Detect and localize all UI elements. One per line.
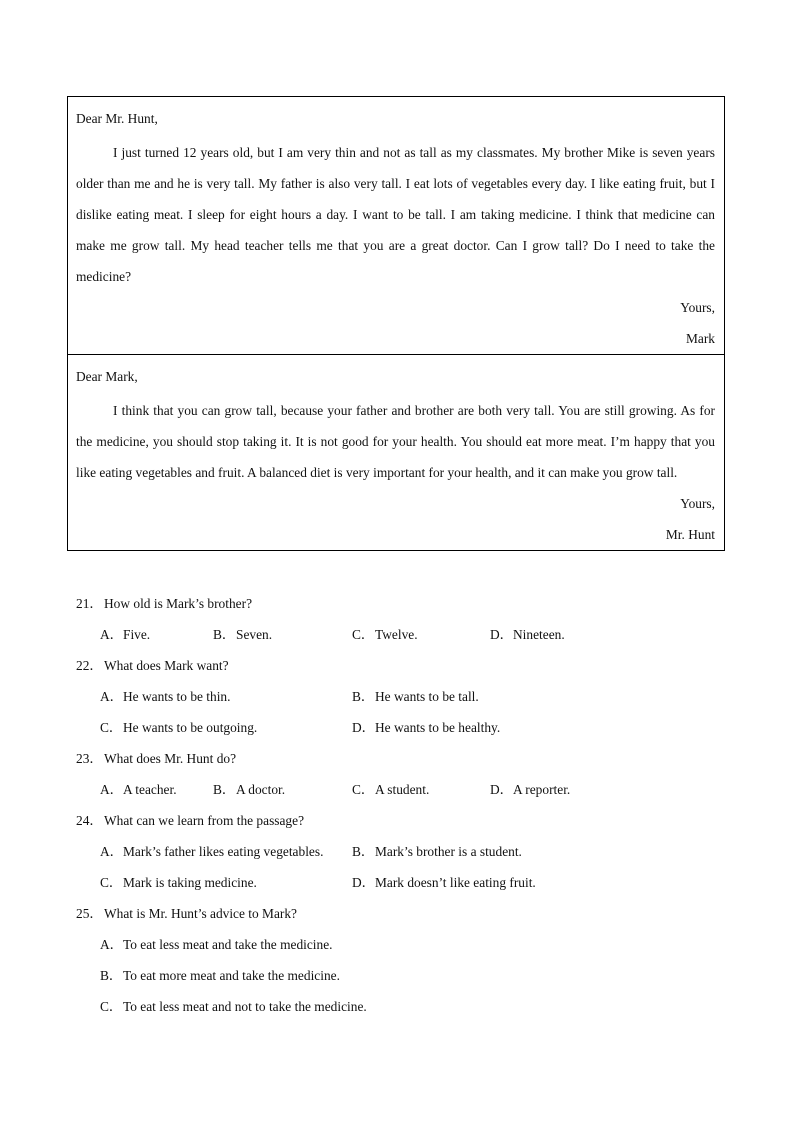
letter-greeting: Dear Mark, — [76, 369, 138, 384]
option-c[interactable]: C．Twelve. — [352, 627, 418, 642]
options-row — [76, 681, 726, 712]
option-a[interactable]: A．He wants to be thin. — [100, 689, 231, 704]
letter-from-mr-hunt — [68, 354, 724, 550]
option-a[interactable]: A．To eat less meat and take the medicine. — [100, 937, 333, 952]
letter-closing: Yours, — [680, 496, 715, 511]
question-text: How old is Mark’s brother? — [104, 596, 253, 611]
option-a[interactable]: A．A teacher. — [100, 782, 177, 797]
options-row — [76, 960, 726, 991]
option-c[interactable]: C．Mark is taking medicine. — [100, 875, 257, 890]
letter-closing: Yours, — [680, 300, 715, 315]
options-row — [76, 774, 726, 805]
option-b[interactable]: B．To eat more meat and take the medicine. — [100, 968, 340, 983]
option-b[interactable]: B．He wants to be tall. — [352, 689, 479, 704]
option-d[interactable]: D．Mark doesn’t like eating fruit. — [352, 875, 536, 890]
options-row — [76, 712, 726, 743]
question-number: 24． — [76, 813, 103, 828]
question-23 — [76, 743, 726, 774]
question-24 — [76, 805, 726, 836]
option-c[interactable]: C．A student. — [352, 782, 430, 797]
option-b[interactable]: B．A doctor. — [213, 782, 286, 797]
option-a[interactable]: A．Mark’s father likes eating vegetables. — [100, 844, 324, 859]
options-row — [76, 867, 726, 898]
question-25 — [76, 898, 726, 929]
letters-table — [67, 96, 725, 551]
letter-greeting: Dear Mr. Hunt, — [76, 111, 158, 126]
letter-from-mark — [68, 97, 724, 354]
letter-signature: Mr. Hunt — [665, 527, 715, 542]
question-number: 23． — [76, 751, 103, 766]
letter-signature: Mark — [685, 331, 715, 346]
option-d[interactable]: D．Nineteen. — [490, 627, 565, 642]
question-text: What does Mark want? — [104, 658, 229, 673]
question-text: What is Mr. Hunt’s advice to Mark? — [104, 906, 298, 921]
question-21 — [76, 588, 726, 619]
question-22 — [76, 650, 726, 681]
question-list — [76, 588, 726, 1022]
letter-body: I think that you can grow tall, because your father and brother are both very tall. You are still growing. As for the medicine, you should stop taking it. It is not good for your health. You should eat more meat. I’m happy that you like eating vegetables and fruit. A balanced diet is very important for your health, and it can make you grow tall. — [76, 403, 715, 480]
question-text: What can we learn from the passage? — [104, 813, 305, 828]
option-c[interactable]: C．To eat less meat and not to take the medicine. — [100, 999, 367, 1014]
options-row — [76, 991, 726, 1022]
option-d[interactable]: D．He wants to be healthy. — [352, 720, 501, 735]
options-row — [76, 929, 726, 960]
question-number: 21． — [76, 596, 103, 611]
options-row — [76, 619, 726, 650]
option-d[interactable]: D．A reporter. — [490, 782, 571, 797]
question-number: 22． — [76, 658, 103, 673]
options-row — [76, 836, 726, 867]
option-b[interactable]: B．Mark’s brother is a student. — [352, 844, 522, 859]
question-number: 25． — [76, 906, 103, 921]
option-c[interactable]: C．He wants to be outgoing. — [100, 720, 258, 735]
option-b[interactable]: B．Seven. — [213, 627, 273, 642]
letter-body: I just turned 12 years old, but I am very thin and not as tall as my classmates. My brother Mike is seven years older than me and he is very tall. My father is also very tall. I eat lots of vegetables every day. I like eating fruit, but I dislike eating meat. I sleep for eight hours a day. I want to be tall. I am taking medicine. I think that medicine can make me grow tall. My head teacher tells me that you are a great doctor. Can I grow tall? Do I need to take the medicine? — [76, 145, 715, 284]
option-a[interactable]: A．Five. — [100, 627, 151, 642]
question-text: What does Mr. Hunt do? — [104, 751, 237, 766]
